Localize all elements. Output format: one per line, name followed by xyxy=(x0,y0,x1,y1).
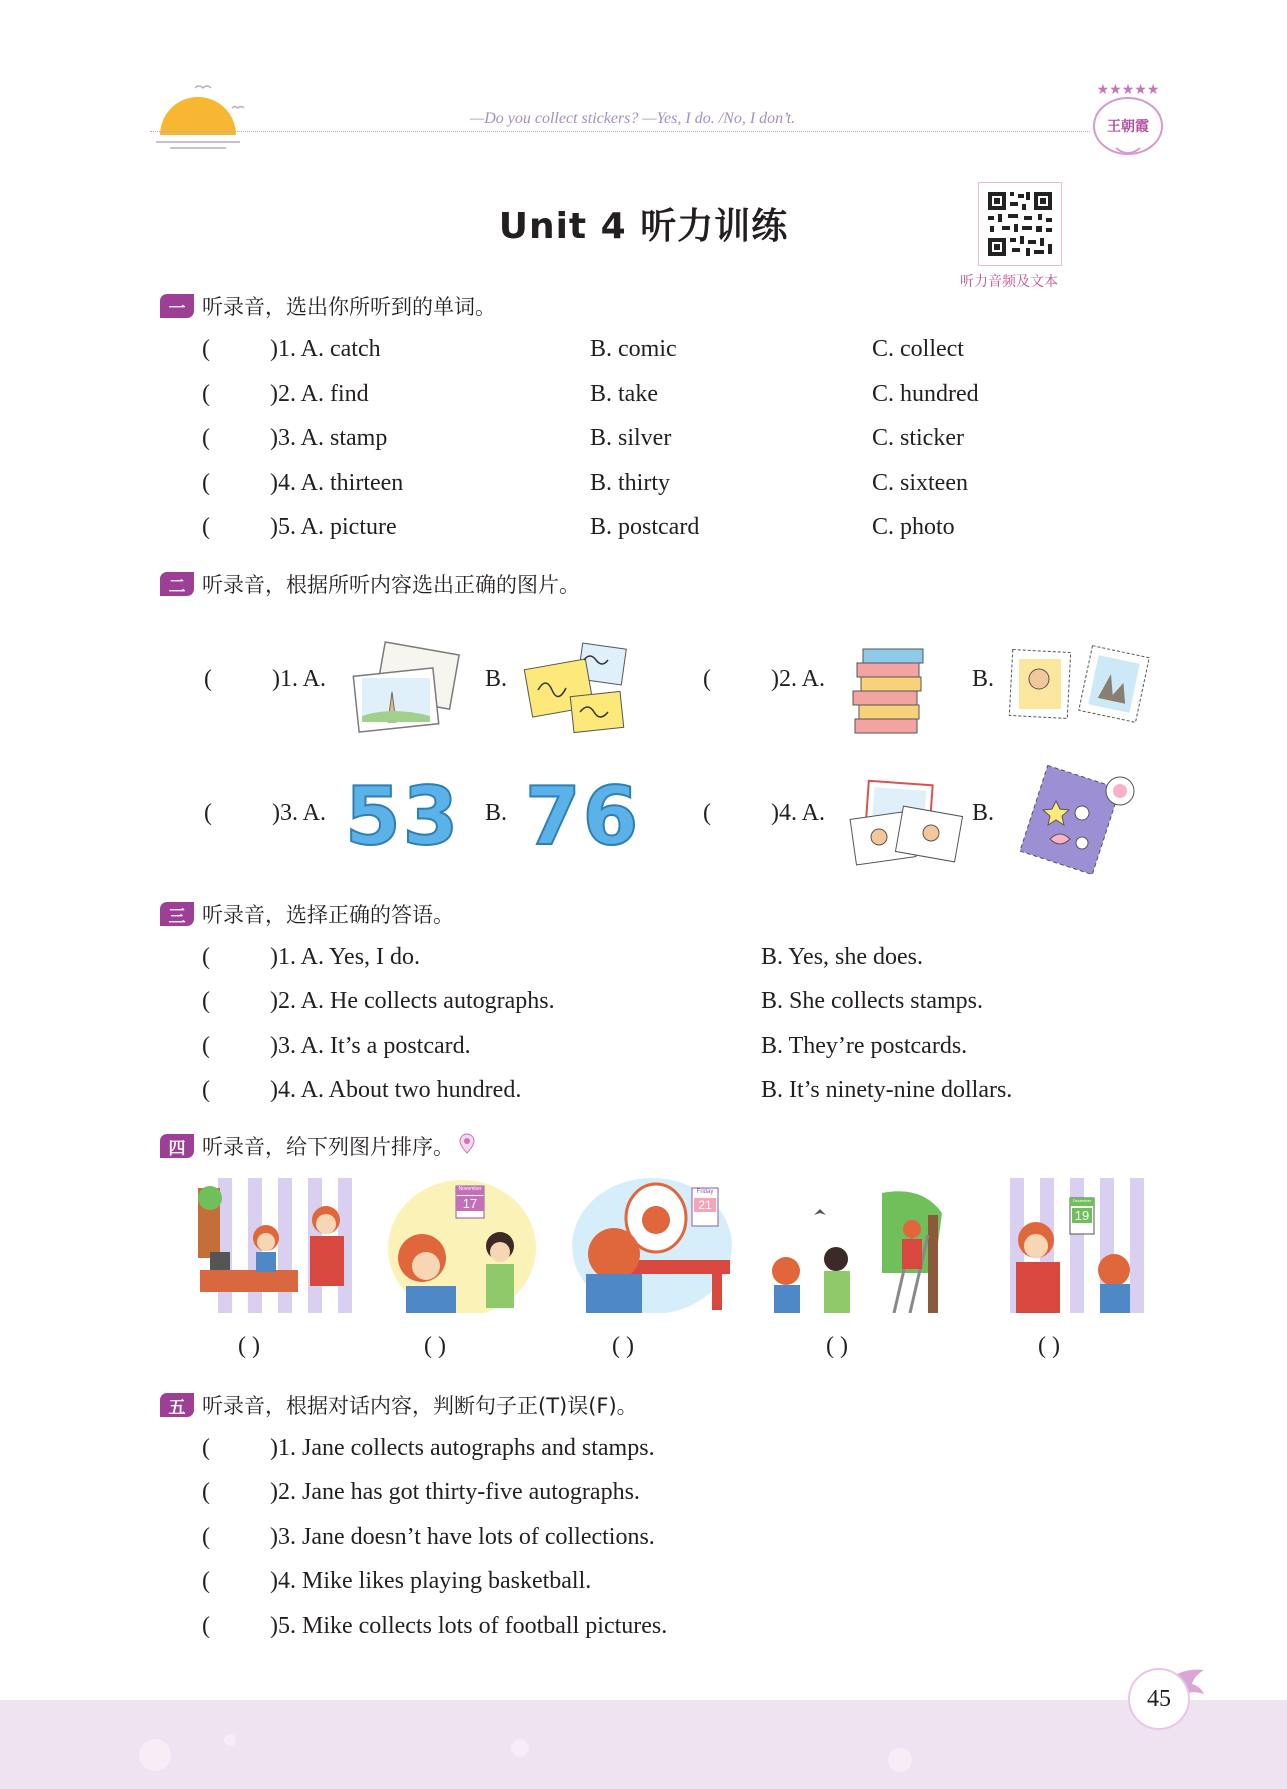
open-paren: ( xyxy=(202,944,210,970)
svg-text:★★★★★: ★★★★★ xyxy=(1096,83,1160,98)
stamps-image xyxy=(1005,645,1150,730)
s2-q2-b-label: B. xyxy=(972,666,995,692)
page-title: Unit 4 听力训练 xyxy=(498,206,789,247)
number-76: 76 xyxy=(525,770,641,863)
open-paren: ( xyxy=(202,381,210,407)
open-paren: ( xyxy=(202,1077,210,1103)
page-number: 45 xyxy=(1128,1668,1190,1730)
header-motto: —Do you collect stickers? —Yes, I do. /No, I don’t. xyxy=(470,110,796,127)
open-paren: ( xyxy=(202,1033,210,1059)
section2-header xyxy=(160,569,580,599)
s3-q4-a: )4. A. About two hundred. xyxy=(270,1077,522,1103)
s5-q2: )2. Jane has got thirty-five autographs. xyxy=(270,1479,640,1505)
scene-mirror-image xyxy=(572,1178,732,1313)
section3-header xyxy=(160,899,454,929)
s3-q2-b: B. She collects stamps. xyxy=(761,988,983,1014)
section3-instruction: 听录音，选择正确的答语。 xyxy=(202,903,454,927)
s5-q4: )4. Mike likes playing basketball. xyxy=(270,1568,592,1594)
open-paren: ( xyxy=(703,666,711,692)
location-pin-icon xyxy=(458,1133,476,1159)
open-paren: ( xyxy=(202,1479,210,1505)
s3-q2-a: )2. A. He collects autographs. xyxy=(270,988,555,1014)
s1-q1-a: )1. A. catch xyxy=(270,336,381,362)
s1-q5-c: C. photo xyxy=(872,514,955,540)
s1-q2-b: B. take xyxy=(590,381,658,407)
autograph-cards-image xyxy=(520,640,630,735)
s5-q5: )5. Mike collects lots of football pictures. xyxy=(270,1613,668,1639)
qr-code-icon[interactable] xyxy=(978,182,1062,266)
s3-q1-b: B. Yes, she does. xyxy=(761,944,924,970)
answer-blank[interactable]: ( ) xyxy=(238,1333,260,1359)
section4-badge: 四 xyxy=(160,1134,194,1158)
answer-blank[interactable]: ( ) xyxy=(424,1333,446,1359)
footer-band xyxy=(0,1700,1287,1789)
section3-badge: 三 xyxy=(160,902,194,926)
calendar-day: 17 xyxy=(456,1196,484,1211)
header-divider xyxy=(150,131,1090,132)
open-paren: ( xyxy=(202,336,210,362)
sticker-sheet-image xyxy=(1010,765,1140,875)
s2-q3-b-label: B. xyxy=(485,800,508,826)
answer-blank[interactable]: ( ) xyxy=(612,1333,634,1359)
calendar-month: November xyxy=(458,1186,482,1192)
open-paren: ( xyxy=(202,425,210,451)
scene-ladder-bird-image xyxy=(762,1185,962,1313)
s1-q1-b: B. comic xyxy=(590,336,677,362)
s2-q1-label: )1. A. xyxy=(272,666,326,692)
section2-badge: 二 xyxy=(160,572,194,596)
s5-q1: )1. Jane collects autographs and stamps. xyxy=(270,1435,655,1461)
open-paren: ( xyxy=(202,1435,210,1461)
calendar-month: December xyxy=(1072,1198,1092,1203)
postcard-image xyxy=(350,640,460,735)
scene-office-image xyxy=(198,1178,358,1313)
s2-q3-label: )3. A. xyxy=(272,800,326,826)
section1-instruction: 听录音，选出你所听到的单词。 xyxy=(202,295,496,319)
scene-calendar-dec-image xyxy=(996,1178,1156,1313)
s2-q4-label: )4. A. xyxy=(771,800,825,826)
calendar-day: 19 xyxy=(1072,1208,1092,1223)
open-paren: ( xyxy=(202,1613,210,1639)
section4-header xyxy=(160,1131,476,1161)
s1-q4-b: B. thirty xyxy=(590,470,671,496)
open-paren: ( xyxy=(703,800,711,826)
open-paren: ( xyxy=(202,514,210,540)
open-paren: ( xyxy=(204,800,212,826)
scene-calendar-nov-image xyxy=(388,1178,536,1313)
comic-books-stack-image xyxy=(845,645,930,735)
header-sun-icon xyxy=(150,80,250,150)
open-paren: ( xyxy=(202,1568,210,1594)
s1-q3-c: C. sticker xyxy=(872,425,964,451)
s1-q4-a: )4. A. thirteen xyxy=(270,470,404,496)
s1-q5-b: B. postcard xyxy=(590,514,700,540)
open-paren: ( xyxy=(202,1524,210,1550)
publisher-logo-text: 王朝霞 xyxy=(1107,120,1149,135)
number-53: 53 xyxy=(345,770,461,863)
section1-badge: 一 xyxy=(160,294,194,318)
s3-q3-b: B. They’re postcards. xyxy=(761,1033,968,1059)
s1-q3-b: B. silver xyxy=(590,425,672,451)
s5-q3: )3. Jane doesn’t have lots of collections. xyxy=(270,1524,655,1550)
calendar-weekday: Friday xyxy=(696,1189,714,1195)
open-paren: ( xyxy=(202,470,210,496)
answer-blank[interactable]: ( ) xyxy=(826,1333,848,1359)
s1-q1-c: C. collect xyxy=(872,336,964,362)
section4-instruction: 听录音，给下列图片排序。 xyxy=(202,1135,454,1159)
s1-q5-a: )5. A. picture xyxy=(270,514,397,540)
s3-q3-a: )3. A. It’s a postcard. xyxy=(270,1033,471,1059)
publisher-logo xyxy=(1088,76,1168,166)
section5-badge: 五 xyxy=(160,1393,194,1417)
answer-blank[interactable]: ( ) xyxy=(1038,1333,1060,1359)
s2-q2-label: )2. A. xyxy=(771,666,825,692)
s2-q1-b-label: B. xyxy=(485,666,508,692)
section1-header xyxy=(160,291,496,321)
s1-q2-c: C. hundred xyxy=(872,381,979,407)
open-paren: ( xyxy=(204,666,212,692)
s1-q4-c: C. sixteen xyxy=(872,470,968,496)
calendar-date: 21 xyxy=(694,1198,716,1212)
s2-q4-b-label: B. xyxy=(972,800,995,826)
s3-q4-b: B. It’s ninety-nine dollars. xyxy=(761,1077,1013,1103)
s1-q2-a: )2. A. find xyxy=(270,381,369,407)
photos-image xyxy=(845,775,965,870)
qr-caption: 听力音频及文本 xyxy=(960,274,1058,290)
section2-instruction: 听录音，根据所听内容选出正确的图片。 xyxy=(202,573,580,597)
section5-header xyxy=(160,1390,638,1420)
s1-q3-a: )3. A. stamp xyxy=(270,425,388,451)
open-paren: ( xyxy=(202,988,210,1014)
s3-q1-a: )1. A. Yes, I do. xyxy=(270,944,421,970)
section5-instruction: 听录音，根据对话内容，判断句子正(T)误(F)。 xyxy=(202,1394,638,1418)
